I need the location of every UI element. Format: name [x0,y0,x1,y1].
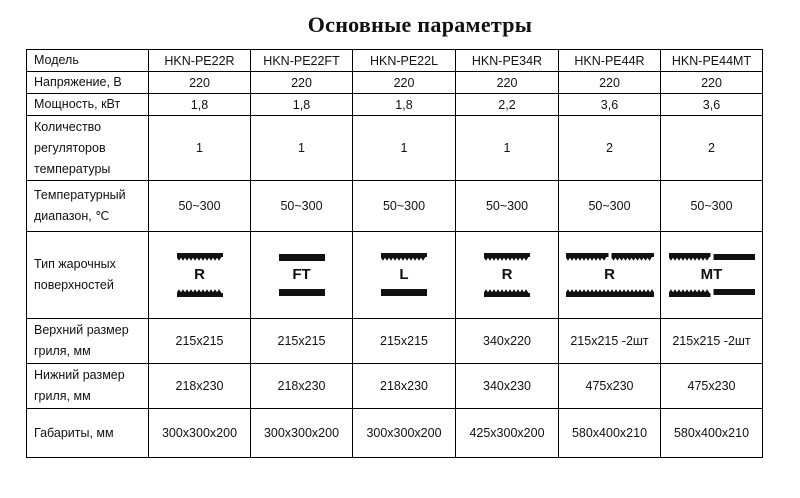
surface-cell [559,232,661,319]
parameters-table [26,49,763,458]
surface-cell [149,232,251,319]
value-cell: 50~300 [456,181,559,232]
model-cell: HKN-PE44MT [661,50,763,72]
surface-code: R [501,266,513,283]
table-row-dimensions [27,409,763,458]
value-cell: 340x220 [456,319,559,364]
surface-cell [456,232,559,319]
surface-code: FT [292,266,311,283]
row-label-model: Модель [27,50,149,72]
table-row-bottom-size [27,364,763,409]
value-cell: 3,6 [559,94,661,116]
value-cell: 580x400x210 [559,409,661,458]
value-cell: 425x300x200 [456,409,559,458]
value-cell: 220 [456,72,559,94]
row-label-surface: Тип жарочных поверхностей [27,232,149,319]
value-cell: 1,8 [149,94,251,116]
value-cell: 218x230 [251,364,353,409]
surface-code: R [194,266,205,283]
value-cell: 220 [251,72,353,94]
top-plate-icon [669,253,755,262]
value-cell: 50~300 [353,181,456,232]
row-label-regulators: Количество регуляторов температуры [27,116,149,181]
top-plate-icon [177,253,223,262]
surface-cell [353,232,456,319]
surface-cell [661,232,763,319]
value-cell: 50~300 [661,181,763,232]
table-row-voltage [27,72,763,94]
bottom-plate-icon [669,288,755,297]
value-cell: 580x400x210 [661,409,763,458]
value-cell: 1 [456,116,559,181]
value-cell: 220 [661,72,763,94]
value-cell: 2 [559,116,661,181]
value-cell: 1 [251,116,353,181]
top-plate-icon [279,253,325,262]
row-label-power: Мощность, кВт [27,94,149,116]
value-cell: 215x215 [353,319,456,364]
model-cell: HKN-PE22L [353,50,456,72]
row-label-bottom-size: Нижний размер гриля, мм [27,364,149,409]
surface-cell [251,232,353,319]
value-cell: 215x215 -2шт [661,319,763,364]
row-label-dimensions: Габариты, мм [27,409,149,458]
bottom-plate-icon [177,288,223,297]
value-cell: 1,8 [353,94,456,116]
table-row-regulators [27,116,763,181]
value-cell: 2 [661,116,763,181]
value-cell: 3,6 [661,94,763,116]
table-row-top-size [27,319,763,364]
row-label-top-size: Верхний размер гриля, мм [27,319,149,364]
table-row-surface [27,232,763,319]
page-title: Основные параметры [307,12,533,37]
model-cell: HKN-PE22FT [251,50,353,72]
value-cell: 340x230 [456,364,559,409]
table-row-temp-range [27,181,763,232]
row-label-temp-range: Температурный диапазон, ℃ [27,181,149,232]
value-cell: 220 [149,72,251,94]
value-cell: 218x230 [149,364,251,409]
bottom-plate-icon [484,288,530,297]
value-cell: 2,2 [456,94,559,116]
value-cell: 300x300x200 [251,409,353,458]
top-plate-icon [484,253,530,262]
table-row-power [27,94,763,116]
value-cell: 220 [353,72,456,94]
bottom-plate-icon [566,288,654,297]
value-cell: 1 [149,116,251,181]
surface-code: L [399,266,409,283]
value-cell: 215x215 [251,319,353,364]
row-label-voltage: Напряжение, В [27,72,149,94]
value-cell: 218x230 [353,364,456,409]
value-cell: 475x230 [661,364,763,409]
bottom-plate-icon [279,288,325,297]
model-cell: HKN-PE44R [559,50,661,72]
value-cell: 220 [559,72,661,94]
value-cell: 300x300x200 [353,409,456,458]
table-row-models [27,50,763,72]
value-cell: 215x215 -2шт [559,319,661,364]
value-cell: 50~300 [559,181,661,232]
model-cell: HKN-PE34R [456,50,559,72]
surface-code: R [604,266,615,283]
value-cell: 215x215 [149,319,251,364]
top-plate-icon [566,253,654,262]
value-cell: 1 [353,116,456,181]
value-cell: 50~300 [251,181,353,232]
model-cell: HKN-PE22R [149,50,251,72]
value-cell: 50~300 [149,181,251,232]
top-plate-icon [381,253,427,262]
value-cell: 475x230 [559,364,661,409]
bottom-plate-icon [381,288,427,297]
value-cell: 300x300x200 [149,409,251,458]
surface-code: MT [700,266,723,283]
value-cell: 1,8 [251,94,353,116]
